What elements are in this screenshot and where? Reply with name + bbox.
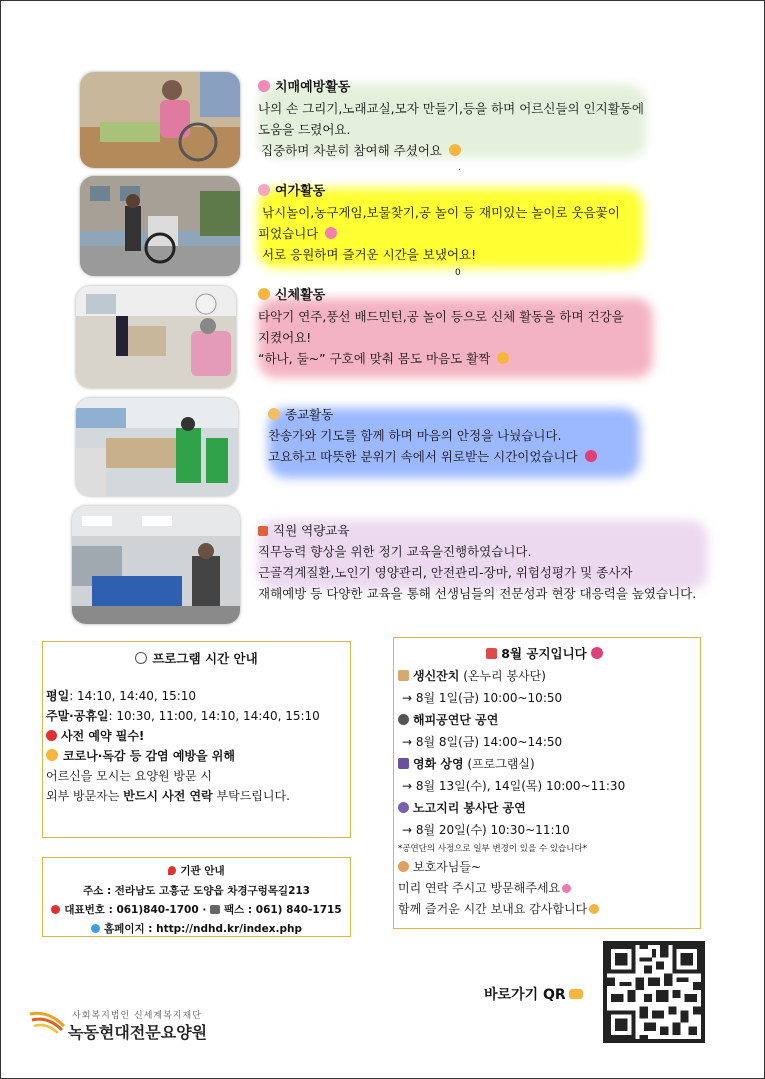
notice-title: 8월 공지입니다 — [501, 646, 587, 661]
photo-leisure-activity — [80, 176, 240, 276]
notice-message-text: 미리 연락 주시고 방문해주세요 — [398, 881, 561, 895]
flower-icon — [258, 184, 270, 196]
activity-title: 치매예방활동 — [275, 80, 351, 95]
notice-item — [398, 709, 700, 731]
info-title-row — [43, 863, 350, 878]
weekday-times — [46, 686, 350, 706]
notice-item-date: → 8월 13일(수), 14일(목) 10:00~11:30 — [402, 779, 626, 793]
megaphone-icon — [486, 648, 497, 659]
info-title: 기관 안내 — [180, 865, 225, 877]
activity-line: 고요하고 따뜻한 분위기 속에서 위로받는 시간이었습니다 — [268, 449, 578, 464]
reservation-text: 사전 예약 필수! — [61, 729, 145, 743]
activity-line: 낚시놀이,농구게임,보물찾기,공 놀이 등 재미있는 놀이로 웃음꽃이 — [262, 205, 620, 220]
schedule-title: 프로그램 시간 안내 — [152, 651, 258, 666]
info-homepage-row — [43, 921, 350, 936]
note-text: 부탁드립니다. — [212, 789, 290, 803]
photo-religious-activity — [76, 398, 238, 496]
notice-item — [398, 797, 700, 819]
photo-staff-training — [72, 506, 240, 624]
activity-line: 근골격계질환,노인기 영양관리, 안전관리-장마, 위험성평가 및 종사자 — [258, 565, 633, 580]
pin-icon — [168, 866, 176, 875]
schedule-box — [42, 641, 351, 838]
note-text: 코로나·독감 등 감염 예방을 위해 — [63, 749, 235, 763]
activity-staff-training — [258, 520, 696, 604]
info-phone: 대표번호 : 061)840-1700 · — [64, 904, 210, 916]
activity-dementia — [258, 76, 644, 161]
notice-item-date: → 8월 8일(금) 14:00~14:50 — [402, 735, 563, 749]
activity-title: 여가활동 — [275, 184, 326, 199]
activity-line: 지켰어요! — [258, 330, 312, 345]
music-notes-icon — [398, 802, 409, 813]
family-icon — [398, 861, 409, 872]
info-homepage[interactable]: 홈페이지 : http://ndhd.kr/index.php — [104, 923, 302, 935]
notice-item — [398, 665, 700, 687]
praying-hands-icon — [268, 408, 280, 420]
activity-title: 신체활동 — [275, 288, 326, 303]
info-contact-row — [43, 902, 350, 917]
pencil-icon — [258, 526, 268, 536]
notice-box — [393, 637, 701, 929]
pointing-hand-icon — [569, 989, 583, 999]
weekend-value: : 10:30, 11:00, 14:10, 14:40, 15:10 — [108, 709, 320, 723]
weekday-value: : 14:10, 14:40, 15:10 — [69, 689, 197, 703]
notice-message — [398, 899, 700, 920]
globe-icon — [91, 924, 100, 933]
guardians-text: 보호자님들~ — [413, 860, 482, 874]
fax-icon — [210, 905, 220, 914]
weekend-label: 주말·공휴일 — [46, 709, 109, 723]
notice-message — [398, 878, 700, 899]
notice-footnote: *공연단의 사정으로 일부 변경이 있을 수 있습니다* — [398, 844, 587, 854]
clock-icon — [135, 652, 147, 664]
reservation-row — [46, 726, 350, 746]
activity-line: 서로 응원하며 즐거운 시간을 보냈어요! — [262, 247, 477, 262]
notice-item-date: → 8월 1일(금) 10:00~10:50 — [402, 691, 563, 705]
notice-item — [398, 753, 700, 775]
notice-item-detail: (프로그램실) — [463, 757, 535, 771]
grin-icon — [497, 352, 509, 364]
activity-line: 도움을 드렸어요. — [258, 122, 351, 137]
notice-item-date: → 8월 20일(수) 10:30~11:10 — [402, 823, 570, 837]
schedule-title-row — [43, 649, 350, 667]
flexed-arm-icon — [258, 288, 270, 300]
info-fax: 팩스 : 061) 840-1715 — [223, 904, 342, 916]
activity-religious — [268, 404, 602, 467]
photo-dementia-activity — [80, 72, 240, 168]
heart-icon — [562, 884, 571, 893]
activity-title: 종교활동 — [285, 407, 334, 422]
qr-code[interactable] — [603, 941, 705, 1043]
notice-item-detail: (온누리 봉사단) — [459, 669, 546, 683]
smile-icon — [589, 904, 599, 914]
sparkle-heart-icon — [591, 647, 603, 659]
photo-physical-activity — [76, 286, 236, 388]
mask-face-icon — [46, 749, 58, 761]
activity-title: 직원 역량교육 — [273, 523, 350, 538]
guardians-row — [398, 857, 700, 878]
info-address: 주소 : 전라남도 고흥군 도양읍 차경구렁목길213 — [83, 885, 310, 897]
notice-title-row — [394, 644, 700, 662]
note-row — [46, 786, 350, 806]
notice-item-name: 해피공연단 공연 — [413, 713, 499, 727]
blossom-icon — [325, 227, 337, 239]
brain-icon — [258, 80, 270, 92]
activity-line: 타악기 연주,풍선 배드민턴,공 놀이 등으로 신체 활동을 하며 건강을 — [258, 309, 624, 324]
weekend-times — [46, 706, 350, 726]
microphone-icon — [398, 714, 409, 725]
activity-physical — [258, 284, 624, 369]
note-row — [46, 746, 350, 766]
logo-mark — [28, 1008, 68, 1034]
qr-label-row — [484, 984, 583, 1004]
logo-name: 녹동현대전문요양원 — [68, 1023, 208, 1042]
smile-icon — [449, 144, 461, 156]
heart-icon — [585, 450, 597, 462]
note-text: 어르신을 모시는 요양원 방문 시 — [46, 769, 212, 783]
activity-leisure — [258, 180, 620, 265]
notice-message-text: 함께 즐거운 시간 보내요 감사합니다 — [398, 902, 588, 916]
pushpin-icon — [46, 730, 57, 741]
phone-icon — [51, 905, 60, 914]
stray-mark: 0 — [455, 268, 461, 278]
qr-label: 바로가기 QR — [484, 987, 566, 1003]
logo-subtitle: 사회복지법인 신세계복지재단 — [72, 1011, 202, 1021]
note-text: 외부 방문자는 — [46, 789, 124, 803]
activity-line: 나의 손 그리기,노래교실,모자 만들기,등을 하며 어르신들의 인지활동에 — [258, 101, 644, 116]
activity-line: 직무능력 향상을 위한 정기 교육을진행하였습니다. — [258, 544, 532, 559]
notice-item-name: 영화 상영 — [413, 757, 464, 771]
activity-line: 찬송가와 기도를 함께 하며 마음의 안정을 나눴습니다. — [268, 428, 562, 443]
film-icon — [398, 758, 409, 769]
activity-line: 집중하며 차분히 참여해 주셨어요 — [261, 143, 442, 158]
stray-mark: . — [458, 163, 461, 173]
note-emphasis: 반드시 사전 연락 — [123, 789, 213, 803]
activity-line: 피었습니다 — [258, 226, 319, 241]
notice-item-name: 생신잔치 — [413, 669, 460, 683]
cake-icon — [398, 670, 409, 681]
activity-line: 재해예방 등 다양한 교육을 통해 선생님들의 전문성과 현장 대응력을 높였습니다. — [258, 586, 697, 601]
institution-info-box — [42, 857, 351, 937]
activity-line: “하나, 둘~” 구호에 맞춰 몸도 마음도 활짝 — [258, 351, 491, 366]
weekday-label: 평일 — [46, 689, 70, 703]
notice-item-name: 노고지리 봉사단 공연 — [413, 801, 526, 815]
